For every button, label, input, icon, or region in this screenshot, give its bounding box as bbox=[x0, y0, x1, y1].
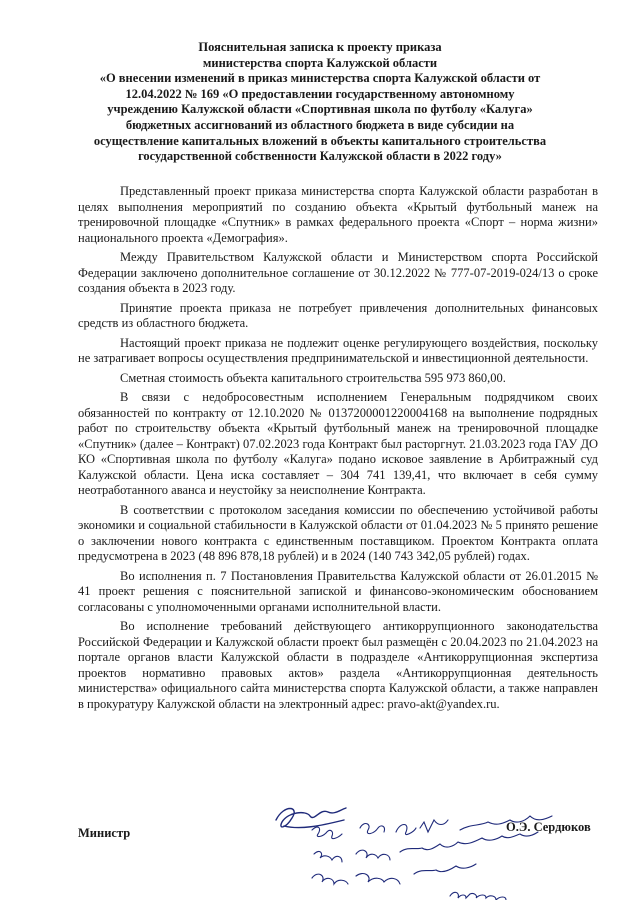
paragraph: Во исполнение требований действующего антикоррупционного законодательства Российской Федерации и Калужской области проект был размещён с 20.04.2023 по 21.04.2023 на портале органов власти Калужской области в подразделе «Антикоррупционная экспертиза проектов нормативно правовых актов» раздела «Антикоррупционная деятельность министерства» официального сайта министерства спорта Калужской области, а также направлен в прокуратуру Калужской области на электронный адрес: pravo-akt@yandex.ru. bbox=[78, 619, 598, 711]
paragraph: Представленный проект приказа министерства спорта Калужской области разработан в целях выполнения мероприятий по созданию объекта «Крытый футбольный манеж на тренировочной площадке «Спутник» в рамках федерального проекта «Спорт – норма жизни» национального проекта «Демография». bbox=[78, 184, 598, 245]
document-title bbox=[60, 40, 580, 165]
paragraph: Сметная стоимость объекта капитального строительства 595 973 860,00. bbox=[120, 370, 506, 385]
title-line: учреждению Калужской области «Спортивная школа по футболу «Калуга» bbox=[107, 102, 533, 117]
signatory-name: О.Э. Сердюков bbox=[506, 820, 591, 834]
paragraph: Во исполнения п. 7 Постановления Правительства Калужской области от 26.01.2015 № 41 проект решения с пояснительной запиской и финансово-экономическим обоснованием согласованы с уполномоченными органами исполнительной власти. bbox=[78, 568, 598, 614]
handwritten-annotation bbox=[300, 810, 600, 900]
paragraph: В связи с недобросовестным исполнением Генеральным подрядчиком своих обязанностей по контракту от 12.10.2020 № 0137200001220004168 на выполнение подрядных работ по строительству объекта «Крытый футбольный манеж на тренировочной площадке «Спутник» (далее – Контракт) 07.02.2023 года Контракт был расторгнут. 21.03.2023 года ГАУ ДО КО «Спортивная школа по футболу «Калуга» подано исковое заявление в Арбитражный суд Калужской области. Цена иска составляет – 304 741 139,41, что включает в себя сумму неотработанного аванса и неустойку за неисполнение Контракта. bbox=[78, 390, 598, 497]
title-line: Пояснительная записка к проекту приказа bbox=[198, 40, 442, 54]
paragraph: Между Правительством Калужской области и Министерством спорта Российской Федерации заключено дополнительное соглашение от 30.12.2022 № 777-07-2019-024/13 о сроке создания объекта в 2023 году. bbox=[78, 250, 598, 295]
paragraph: Настоящий проект приказа не подлежит оценке регулирующего воздействия, поскольку не затрагивает вопросы осуществления предпринимательской и инвестиционной деятельности. bbox=[78, 335, 598, 365]
title-line: бюджетных ассигнований из областного бюджета в виде субсидии на bbox=[125, 117, 515, 132]
paragraph: Принятие проекта приказа не потребует привлечения дополнительных финансовых средств из областного бюджета. bbox=[78, 300, 598, 330]
title-line: министерства спорта Калужской области bbox=[202, 55, 438, 70]
signatory-position: Министр bbox=[78, 826, 131, 840]
title-line: 12.04.2022 № 169 «О предоставлении государственному автономному bbox=[125, 86, 515, 101]
title-line: государственной собственности Калужской области в 2022 году» bbox=[138, 149, 502, 164]
title-line: осуществление капитальных вложений в объекты капитального строительства bbox=[93, 133, 547, 148]
title-line: «О внесении изменений в приказ министерства спорта Калужской области от bbox=[99, 71, 541, 86]
paragraph: В соответствии с протоколом заседания комиссии по обеспечению устойчивой работы экономики и социальной стабильности в Калужской области от 01.04.2023 № 5 принято решение о заключении нового контракта с единственным поставщиком. Проектом Контракта оплата предусмотрена в 2023 (48 896 878,18 рублей) и в 2024 (140 743 342,05 рублей) годах. bbox=[78, 502, 598, 563]
document-body bbox=[78, 184, 598, 716]
